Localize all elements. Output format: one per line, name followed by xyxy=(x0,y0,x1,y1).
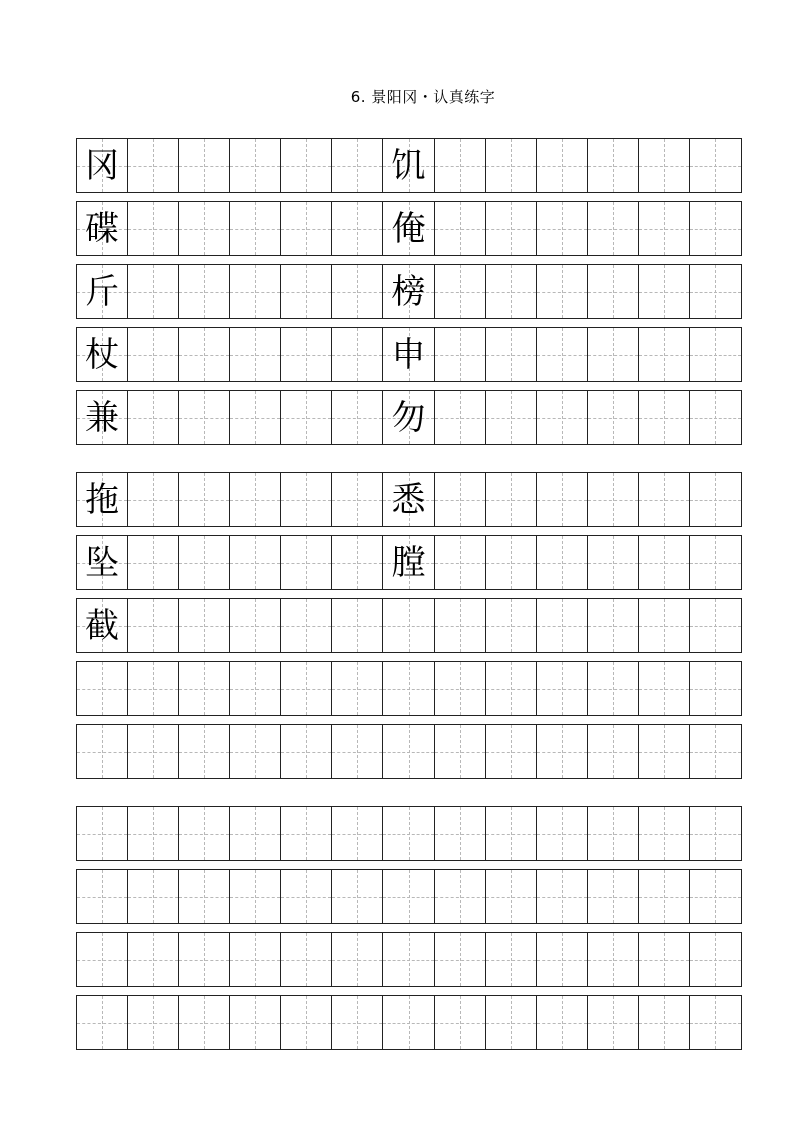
model-character: 斤 xyxy=(85,271,120,312)
empty-practice-cell xyxy=(690,536,741,589)
empty-practice-cell xyxy=(179,473,230,526)
character-cell xyxy=(383,328,434,381)
practice-row xyxy=(76,869,742,924)
empty-practice-cell xyxy=(486,473,537,526)
empty-practice-cell xyxy=(128,599,179,652)
empty-practice-cell xyxy=(77,662,128,715)
character-cell xyxy=(77,391,128,444)
model-character: 申 xyxy=(391,334,426,375)
empty-practice-cell xyxy=(332,870,383,923)
empty-practice-cell xyxy=(435,725,486,778)
character-cell xyxy=(383,391,434,444)
empty-practice-cell xyxy=(128,870,179,923)
practice-row xyxy=(76,806,742,861)
empty-practice-cell xyxy=(230,870,281,923)
empty-practice-cell xyxy=(128,725,179,778)
empty-practice-cell xyxy=(690,662,741,715)
empty-practice-cell xyxy=(281,599,332,652)
empty-practice-cell xyxy=(128,265,179,318)
empty-practice-cell xyxy=(332,265,383,318)
empty-practice-cell xyxy=(588,536,639,589)
empty-practice-cell xyxy=(435,807,486,860)
empty-practice-cell xyxy=(332,328,383,381)
empty-practice-cell xyxy=(435,599,486,652)
empty-practice-cell xyxy=(435,473,486,526)
empty-practice-cell xyxy=(179,328,230,381)
empty-practice-cell xyxy=(179,202,230,255)
empty-practice-cell xyxy=(435,933,486,986)
character-cell xyxy=(383,265,434,318)
empty-practice-cell xyxy=(179,870,230,923)
empty-practice-cell xyxy=(639,725,690,778)
empty-practice-cell xyxy=(281,536,332,589)
empty-practice-cell xyxy=(281,473,332,526)
empty-practice-cell xyxy=(332,996,383,1049)
empty-practice-cell xyxy=(128,473,179,526)
model-character: 坠 xyxy=(85,542,120,583)
empty-practice-cell xyxy=(588,662,639,715)
practice-row xyxy=(76,932,742,987)
empty-practice-cell xyxy=(486,328,537,381)
empty-practice-cell xyxy=(537,139,588,192)
empty-practice-cell xyxy=(690,265,741,318)
empty-practice-cell xyxy=(128,933,179,986)
empty-practice-cell xyxy=(690,933,741,986)
practice-row xyxy=(76,390,742,445)
empty-practice-cell xyxy=(179,265,230,318)
empty-practice-cell xyxy=(281,139,332,192)
empty-practice-cell xyxy=(690,599,741,652)
empty-practice-cell xyxy=(128,391,179,444)
practice-row xyxy=(76,264,742,319)
character-cell xyxy=(77,473,128,526)
empty-practice-cell xyxy=(230,265,281,318)
empty-practice-cell xyxy=(332,139,383,192)
empty-practice-cell xyxy=(128,662,179,715)
empty-practice-cell xyxy=(639,265,690,318)
model-character: 膛 xyxy=(391,542,426,583)
empty-practice-cell xyxy=(639,202,690,255)
character-cell xyxy=(77,536,128,589)
empty-practice-cell xyxy=(128,536,179,589)
empty-practice-cell xyxy=(77,807,128,860)
empty-practice-cell xyxy=(281,328,332,381)
empty-practice-cell xyxy=(588,473,639,526)
empty-practice-cell xyxy=(77,933,128,986)
empty-practice-cell xyxy=(179,662,230,715)
empty-practice-cell xyxy=(230,536,281,589)
empty-practice-cell xyxy=(486,139,537,192)
character-cell xyxy=(77,599,128,652)
empty-practice-cell xyxy=(639,662,690,715)
empty-practice-cell xyxy=(281,933,332,986)
empty-practice-cell xyxy=(486,536,537,589)
empty-practice-cell xyxy=(639,536,690,589)
practice-row xyxy=(76,472,742,527)
empty-practice-cell xyxy=(486,870,537,923)
character-cell xyxy=(383,536,434,589)
empty-practice-cell xyxy=(537,725,588,778)
empty-practice-cell xyxy=(332,933,383,986)
empty-practice-cell xyxy=(230,996,281,1049)
empty-practice-cell xyxy=(486,202,537,255)
empty-practice-cell xyxy=(128,202,179,255)
empty-practice-cell xyxy=(588,725,639,778)
empty-practice-cell xyxy=(537,202,588,255)
empty-practice-cell xyxy=(332,473,383,526)
empty-practice-cell xyxy=(639,473,690,526)
character-cell xyxy=(383,202,434,255)
empty-practice-cell xyxy=(639,933,690,986)
model-character: 杖 xyxy=(85,334,120,375)
empty-practice-cell xyxy=(128,996,179,1049)
empty-practice-cell xyxy=(332,391,383,444)
empty-practice-cell xyxy=(588,870,639,923)
empty-practice-cell xyxy=(537,328,588,381)
empty-practice-cell xyxy=(588,391,639,444)
model-character: 悉 xyxy=(391,479,426,520)
empty-practice-cell xyxy=(230,473,281,526)
empty-practice-cell xyxy=(435,139,486,192)
empty-practice-cell xyxy=(230,725,281,778)
empty-practice-cell xyxy=(383,870,434,923)
empty-practice-cell xyxy=(690,202,741,255)
empty-practice-cell xyxy=(486,599,537,652)
model-character: 碟 xyxy=(85,208,120,249)
practice-row xyxy=(76,724,742,779)
model-character: 兼 xyxy=(85,397,120,438)
character-cell xyxy=(77,202,128,255)
empty-practice-cell xyxy=(77,725,128,778)
empty-practice-cell xyxy=(435,202,486,255)
empty-practice-cell xyxy=(77,996,128,1049)
empty-practice-cell xyxy=(639,391,690,444)
model-character: 冈 xyxy=(85,145,120,186)
practice-row xyxy=(76,598,742,653)
empty-practice-cell xyxy=(486,725,537,778)
empty-practice-cell xyxy=(281,265,332,318)
empty-practice-cell xyxy=(230,933,281,986)
empty-practice-cell xyxy=(332,599,383,652)
empty-practice-cell xyxy=(537,870,588,923)
empty-practice-cell xyxy=(230,202,281,255)
empty-practice-cell xyxy=(77,870,128,923)
practice-row xyxy=(76,661,742,716)
empty-practice-cell xyxy=(281,807,332,860)
empty-practice-cell xyxy=(639,599,690,652)
empty-practice-cell xyxy=(690,996,741,1049)
empty-practice-cell xyxy=(690,328,741,381)
empty-practice-cell xyxy=(588,265,639,318)
empty-practice-cell xyxy=(383,933,434,986)
empty-practice-cell xyxy=(588,933,639,986)
empty-practice-cell xyxy=(230,599,281,652)
model-character: 拖 xyxy=(85,479,120,520)
empty-practice-cell xyxy=(383,996,434,1049)
empty-practice-cell xyxy=(383,599,434,652)
empty-practice-cell xyxy=(281,391,332,444)
empty-practice-cell xyxy=(435,328,486,381)
empty-practice-cell xyxy=(332,725,383,778)
empty-practice-cell xyxy=(639,996,690,1049)
empty-practice-cell xyxy=(383,662,434,715)
character-cell xyxy=(77,328,128,381)
empty-practice-cell xyxy=(486,391,537,444)
empty-practice-cell xyxy=(281,725,332,778)
empty-practice-cell xyxy=(588,139,639,192)
empty-practice-cell xyxy=(537,807,588,860)
empty-practice-cell xyxy=(230,139,281,192)
empty-practice-cell xyxy=(537,391,588,444)
empty-practice-cell xyxy=(332,807,383,860)
empty-practice-cell xyxy=(435,662,486,715)
empty-practice-cell xyxy=(486,933,537,986)
empty-practice-cell xyxy=(690,725,741,778)
empty-practice-cell xyxy=(639,870,690,923)
empty-practice-cell xyxy=(537,536,588,589)
empty-practice-cell xyxy=(690,870,741,923)
practice-row xyxy=(76,138,742,193)
page-title: 6. 景阳冈・认真练字 xyxy=(350,88,496,106)
empty-practice-cell xyxy=(639,328,690,381)
empty-practice-cell xyxy=(486,265,537,318)
empty-practice-cell xyxy=(690,473,741,526)
empty-practice-cell xyxy=(690,807,741,860)
empty-practice-cell xyxy=(332,536,383,589)
empty-practice-cell xyxy=(128,139,179,192)
empty-practice-cell xyxy=(639,807,690,860)
empty-practice-cell xyxy=(486,996,537,1049)
empty-practice-cell xyxy=(383,725,434,778)
empty-practice-cell xyxy=(486,807,537,860)
empty-practice-cell xyxy=(537,996,588,1049)
empty-practice-cell xyxy=(281,202,332,255)
empty-practice-cell xyxy=(537,599,588,652)
practice-row xyxy=(76,995,742,1050)
empty-practice-cell xyxy=(383,807,434,860)
model-character: 榜 xyxy=(391,271,426,312)
empty-practice-cell xyxy=(588,328,639,381)
empty-practice-cell xyxy=(588,996,639,1049)
empty-practice-cell xyxy=(588,807,639,860)
empty-practice-cell xyxy=(435,870,486,923)
empty-practice-cell xyxy=(230,807,281,860)
character-cell xyxy=(383,473,434,526)
empty-practice-cell xyxy=(690,139,741,192)
empty-practice-cell xyxy=(537,662,588,715)
empty-practice-cell xyxy=(179,996,230,1049)
empty-practice-cell xyxy=(588,599,639,652)
model-character: 勿 xyxy=(391,397,426,438)
empty-practice-cell xyxy=(435,536,486,589)
empty-practice-cell xyxy=(537,265,588,318)
empty-practice-cell xyxy=(588,202,639,255)
practice-grid xyxy=(76,138,742,1058)
empty-practice-cell xyxy=(435,265,486,318)
empty-practice-cell xyxy=(179,725,230,778)
empty-practice-cell xyxy=(332,662,383,715)
practice-row xyxy=(76,535,742,590)
empty-practice-cell xyxy=(179,807,230,860)
empty-practice-cell xyxy=(281,662,332,715)
empty-practice-cell xyxy=(179,536,230,589)
empty-practice-cell xyxy=(537,473,588,526)
character-cell xyxy=(77,139,128,192)
empty-practice-cell xyxy=(128,807,179,860)
empty-practice-cell xyxy=(639,139,690,192)
character-cell xyxy=(77,265,128,318)
empty-practice-cell xyxy=(332,202,383,255)
empty-practice-cell xyxy=(230,662,281,715)
empty-practice-cell xyxy=(230,391,281,444)
empty-practice-cell xyxy=(281,996,332,1049)
character-cell xyxy=(383,139,434,192)
empty-practice-cell xyxy=(435,391,486,444)
empty-practice-cell xyxy=(435,996,486,1049)
practice-row xyxy=(76,327,742,382)
empty-practice-cell xyxy=(179,599,230,652)
empty-practice-cell xyxy=(179,139,230,192)
empty-practice-cell xyxy=(128,328,179,381)
empty-practice-cell xyxy=(179,933,230,986)
empty-practice-cell xyxy=(486,662,537,715)
model-character: 饥 xyxy=(391,145,426,186)
practice-row xyxy=(76,201,742,256)
empty-practice-cell xyxy=(230,328,281,381)
empty-practice-cell xyxy=(537,933,588,986)
model-character: 截 xyxy=(85,605,120,646)
empty-practice-cell xyxy=(179,391,230,444)
model-character: 俺 xyxy=(391,208,426,249)
empty-practice-cell xyxy=(690,391,741,444)
empty-practice-cell xyxy=(281,870,332,923)
